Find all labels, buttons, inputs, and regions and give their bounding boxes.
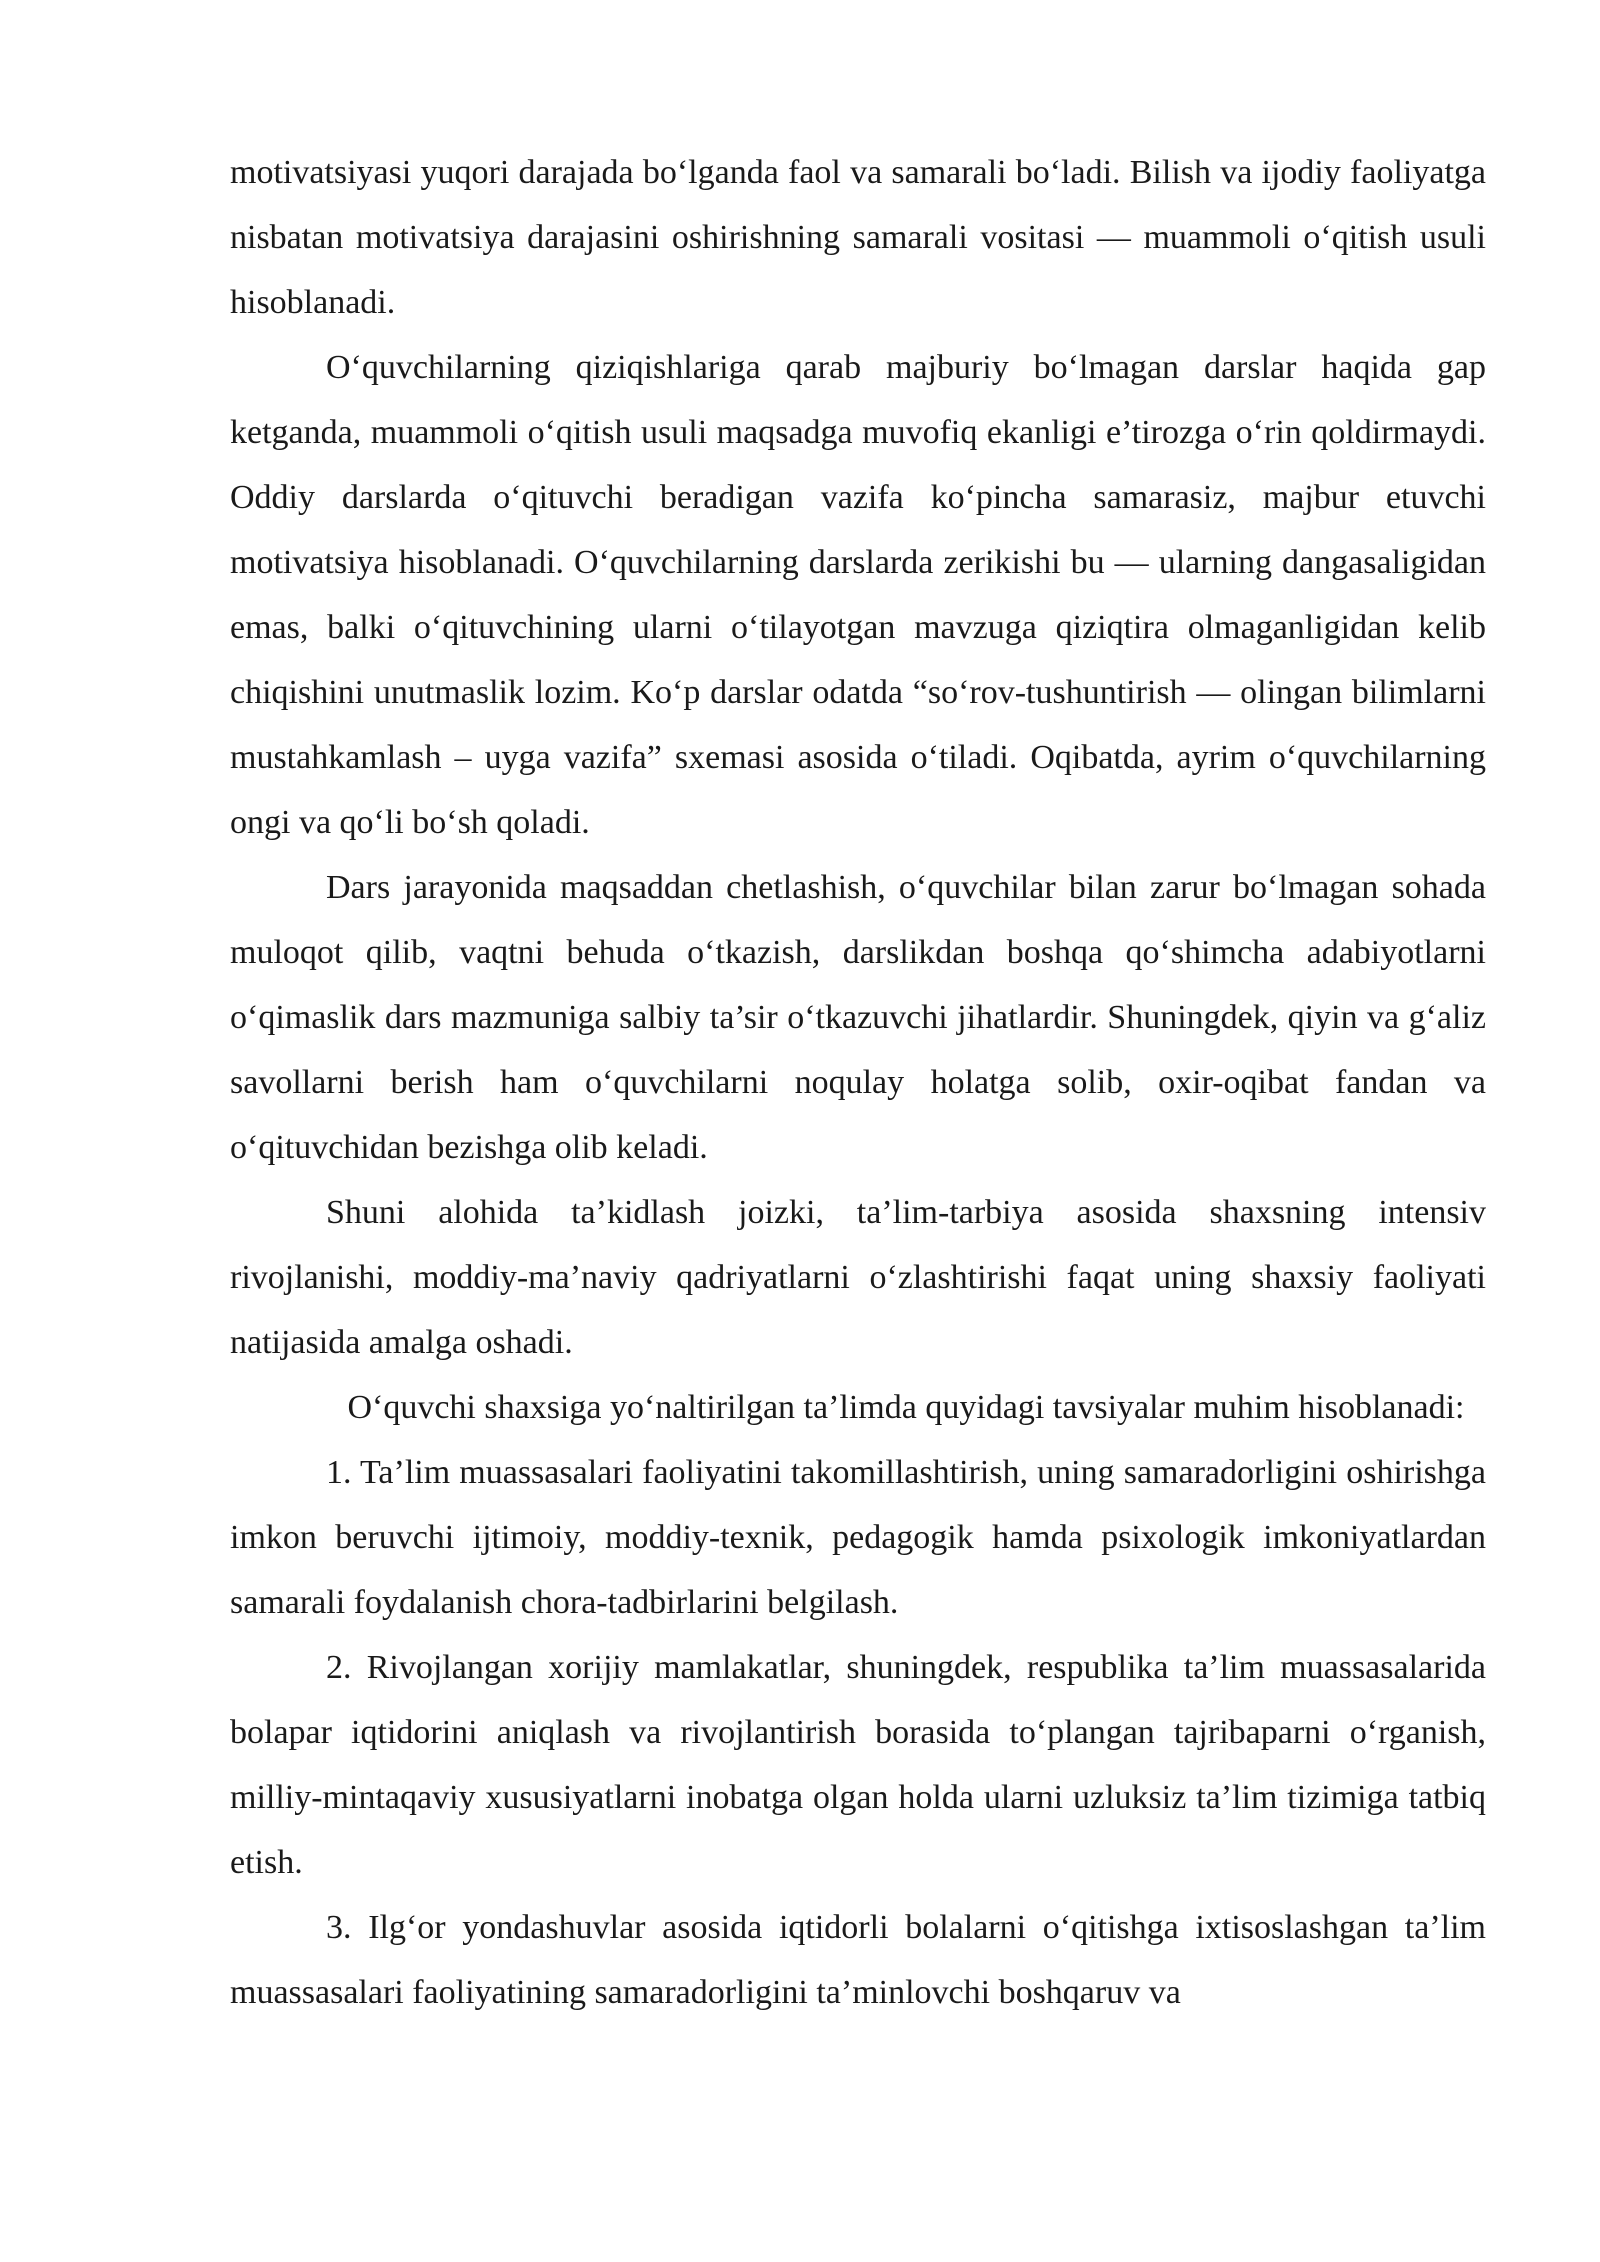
paragraph: Shuni alohida ta’kidlash joizki, ta’lim-tarbiya asosida shaxsning intensiv rivojlanishi, moddiy-ma’naviy qadriyatlarni o‘zlashtirishi faqat uning shaxsiy faoliyati natijasida amalga oshadi. <box>230 1194 1486 1361</box>
list-item: 3. Ilg‘or yondashuvlar asosida iqtidorli bolalarni o‘qitishga ixtisoslashgan ta’lim muassasalari faoliyatining samaradorligini ta’minlovchi boshqaruv va <box>230 1909 1486 2011</box>
section-heading: O‘quvchi shaxsiga yo‘naltirilgan ta’limda quyidagi tavsiyalar muhim hisoblanadi: <box>347 1389 1465 1426</box>
paragraph-continuation: motivatsiyasi yuqori darajada bo‘lganda faol va samarali bo‘ladi. Bilish va ijodiy faoliyatga nisbatan motivatsiya darajasini oshirishning samarali vositasi — muammoli o‘qitish usuli hisoblanadi. <box>230 154 1486 321</box>
document-page <box>230 140 1486 2025</box>
paragraph: Dars jarayonida maqsaddan chetlashish, o‘quvchilar bilan zarur bo‘lmagan sohada muloqot qilib, vaqtni behuda o‘tkazish, darslikdan boshqa qo‘shimcha adabiyotlarni o‘qimaslik dars mazmuniga salbiy ta’sir o‘tkazuvchi jihatlardir. Shuningdek, qiyin va g‘aliz savollarni berish ham o‘quvchilarni noqulay holatga solib, oxir-oqibat fandan va o‘qituvchidan bezishga olib keladi. <box>230 869 1486 1166</box>
list-item: 2. Rivojlangan xorijiy mamlakatlar, shuningdek, respublika ta’lim muassasalarida bolapar iqtidorini aniqlash va rivojlantirish borasida to‘plangan tajribaparni o‘rganish, milliy-mintaqaviy xususiyatlarni inobatga olgan holda ularni uzluksiz ta’lim tizimiga tatbiq etish. <box>230 1649 1486 1881</box>
list-item: 1. Ta’lim muassasalari faoliyatini takomillashtirish, uning samaradorligini oshirishga imkon beruvchi ijtimoiy, moddiy-texnik, pedagogik hamda psixologik imkoniyatlardan samarali foydalanish chora-tadbirlarini belgilash. <box>230 1454 1486 1621</box>
paragraph: O‘quvchilarning qiziqishlariga qarab majburiy bo‘lmagan darslar haqida gap ketganda, muammoli o‘qitish usuli maqsadga muvofiq ekanligi e’tirozga o‘rin qoldirmaydi. Oddiy darslarda o‘qituvchi beradigan vazifa ko‘pincha samarasiz, majbur etuvchi motivatsiya hisoblanadi. O‘quvchilarning darslarda zerikishi bu — ularning dangasaligidan emas, balki o‘qituvchining ularni o‘tilayotgan mavzuga qiziqtira olmaganligidan kelib chiqishini unutmaslik lozim. Ko‘p darslar odatda “so‘rov-tushuntirish — olingan bilimlarni mustahkamlash – uyga vazifa” sxemasi asosida o‘tiladi. Oqibatda, ayrim o‘quvchilarning ongi va qo‘li bo‘sh qoladi. <box>230 349 1486 841</box>
